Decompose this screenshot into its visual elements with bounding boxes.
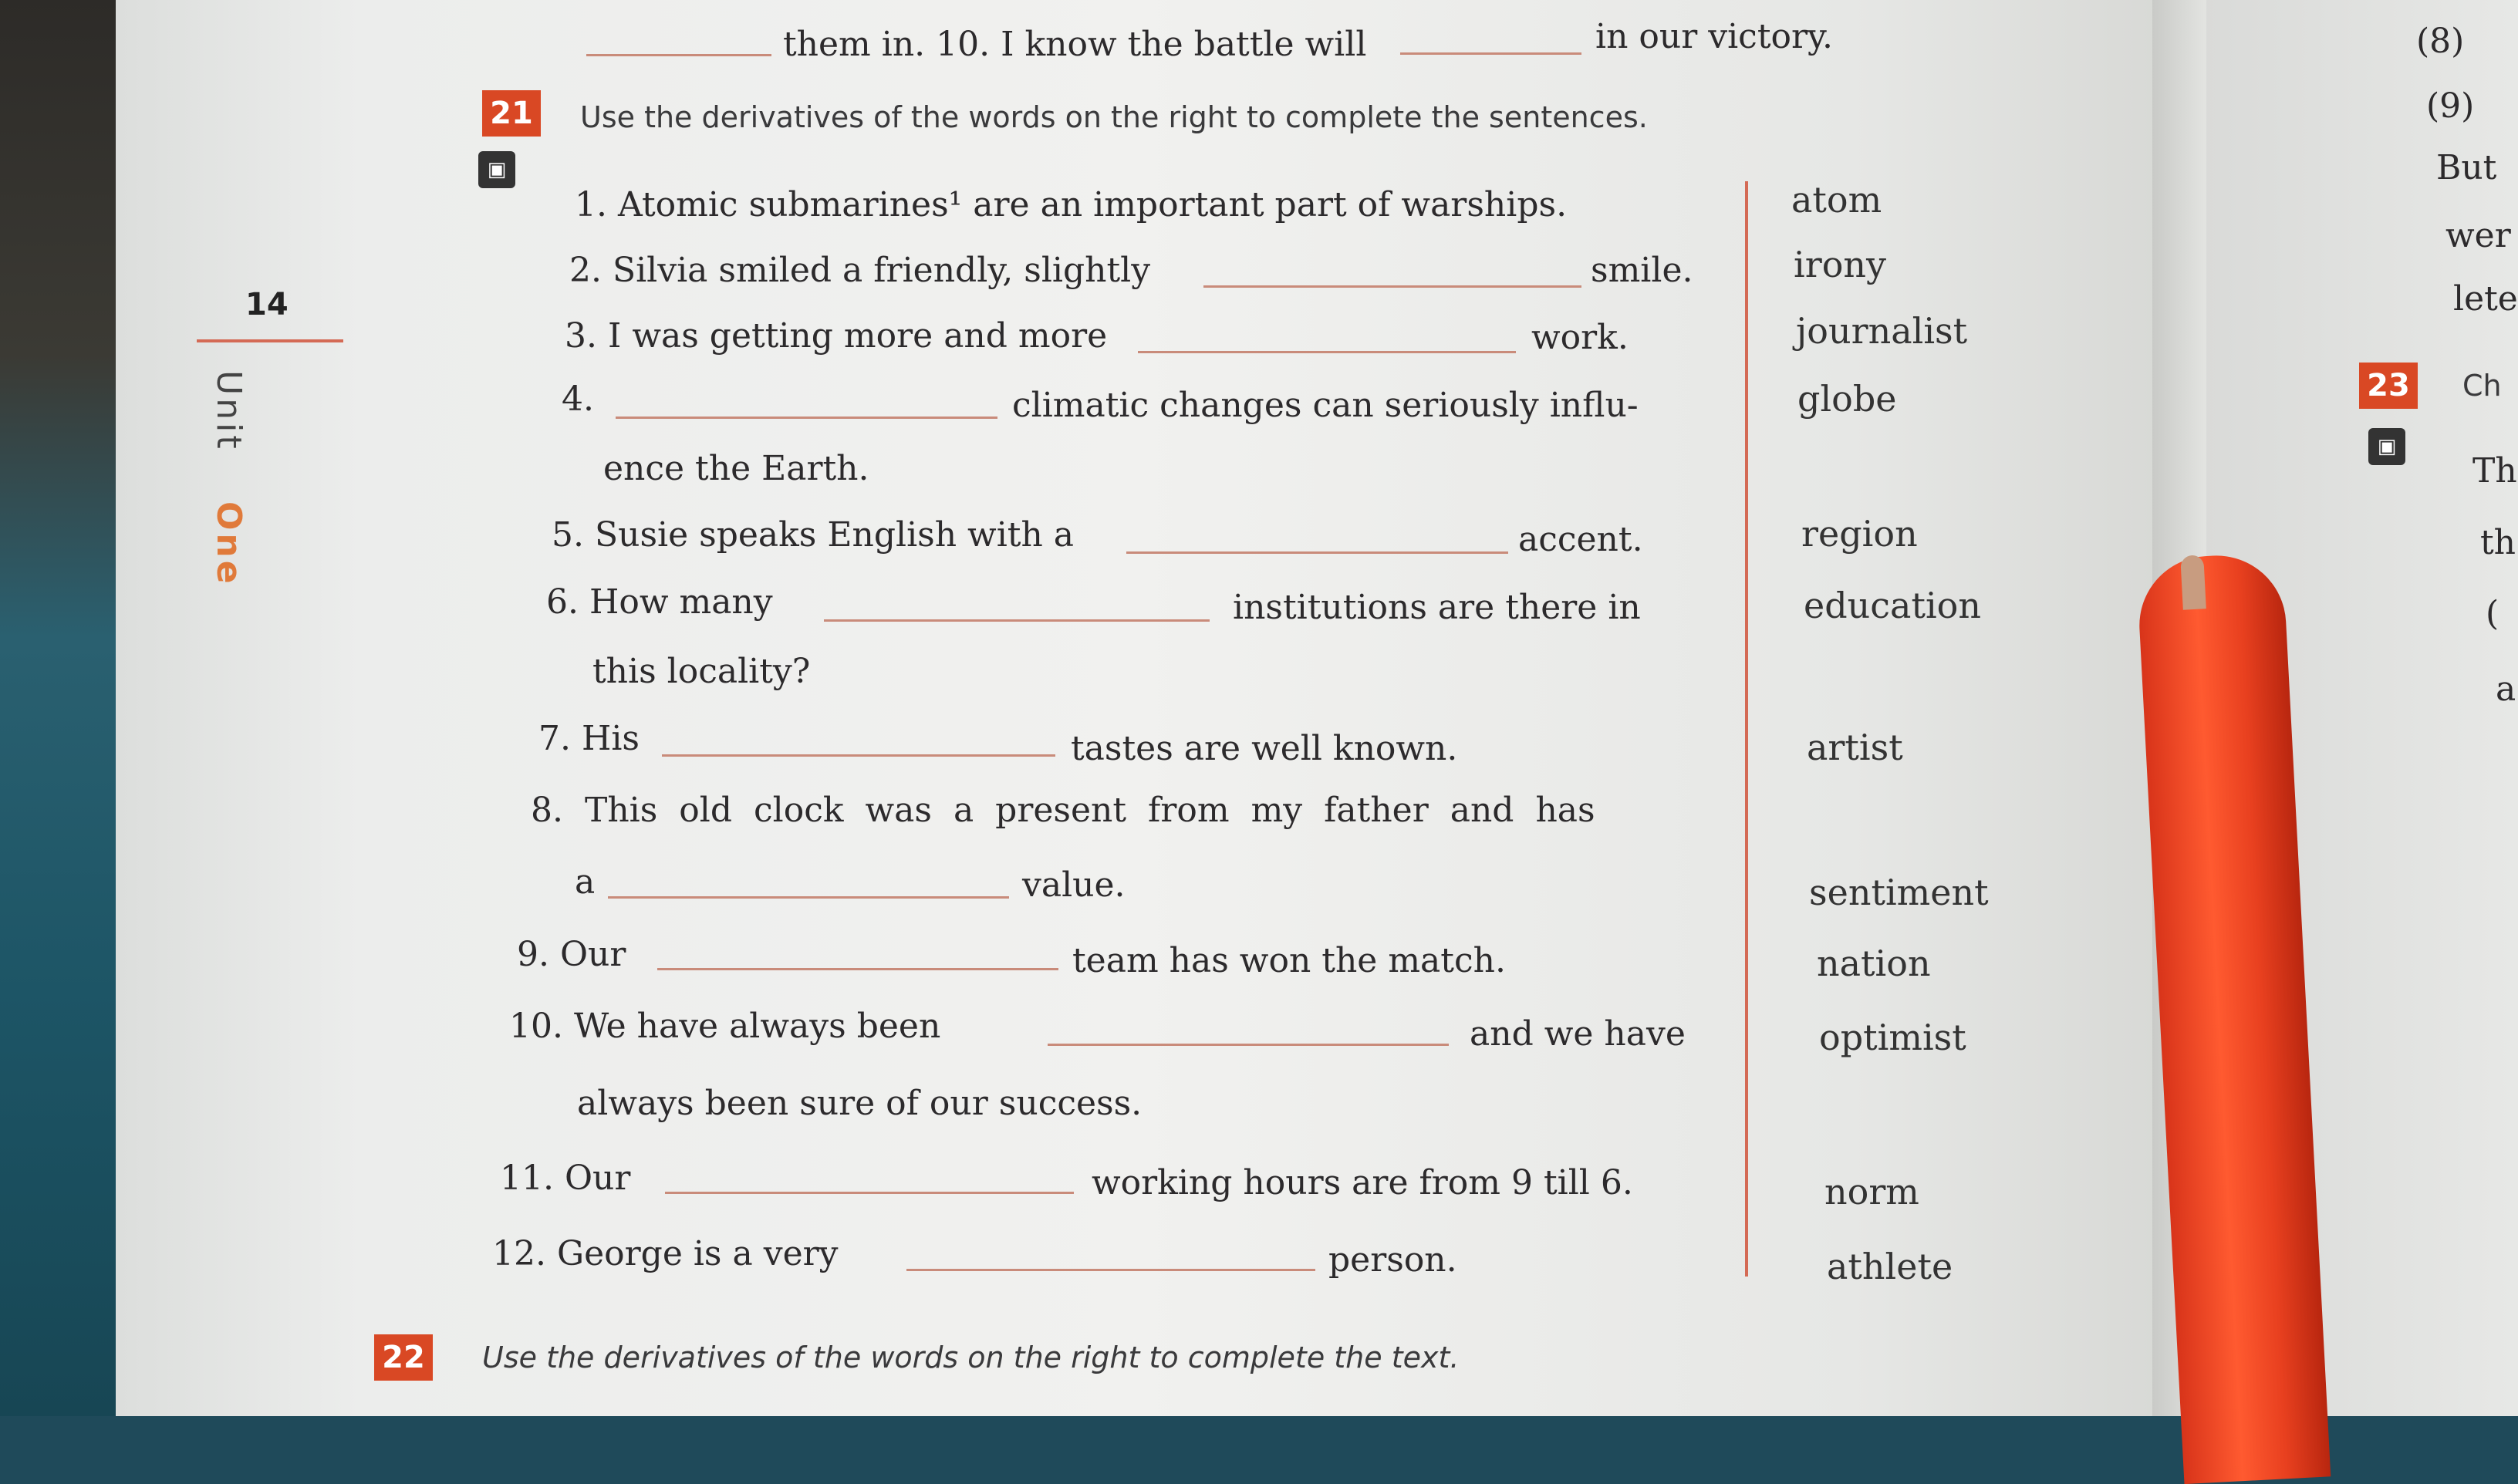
word-artist: artist [1807, 727, 1903, 768]
exercise-23-instruction: Ch [2462, 369, 2502, 403]
sentence-1: 1. Atomic submarines¹ are an important part of warships. [575, 185, 1568, 224]
sentence-6-start: 6. How many [546, 582, 773, 622]
answer-blank[interactable] [665, 1192, 1074, 1194]
word-irony: irony [1794, 244, 1887, 285]
answer-blank[interactable] [1400, 52, 1581, 55]
answer-blank[interactable] [657, 968, 1058, 970]
word-sentiment: sentiment [1809, 872, 1989, 913]
sentence-6-cont: this locality? [592, 652, 811, 691]
top-line-left: them in. 10. I know the battle will [783, 25, 1367, 64]
sentence-4-start: 4. [562, 379, 594, 419]
sentence-3-start: 3. I was getting more and more [565, 316, 1108, 356]
word-atom: atom [1791, 179, 1882, 221]
ebook-icon: ▣ [2368, 428, 2405, 465]
sentence-8-line1: 8. This old clock was a present from my father and has [531, 791, 1595, 830]
unit-label [210, 370, 256, 617]
answer-blank[interactable] [1048, 1044, 1449, 1046]
unit-word: Unit [209, 370, 248, 452]
answer-blank[interactable] [586, 54, 771, 56]
sentence-2-start: 2. Silvia smiled a friendly, slightly [569, 251, 1151, 290]
sentence-8-end: value. [1022, 865, 1126, 905]
right-page-line: Th [2472, 451, 2517, 491]
word-globe: globe [1797, 378, 1897, 420]
exercise-23-badge: 23 [2359, 363, 2418, 409]
sentence-7-start: 7. His [538, 719, 640, 758]
sentence-9-start: 9. Our [517, 935, 626, 974]
answer-blank[interactable] [1126, 551, 1508, 554]
sentence-12-end: person. [1328, 1240, 1457, 1280]
right-page-line: (9) [2426, 86, 2475, 126]
exercise-21-badge: 21 [482, 90, 541, 137]
right-page-line: th [2480, 523, 2516, 562]
sentence-6-end: institutions are there in [1233, 588, 1641, 627]
sentence-12-start: 12. George is a very [492, 1234, 839, 1273]
answer-blank[interactable] [608, 896, 1009, 899]
word-nation: nation [1817, 943, 1931, 984]
sentence-8-start: a [575, 862, 596, 902]
sentence-5-end: accent. [1518, 520, 1643, 559]
word-education: education [1804, 585, 1981, 626]
sentence-4-cont: ence the Earth. [603, 449, 869, 488]
word-region: region [1801, 513, 1918, 555]
sentence-10-cont: always been sure of our success. [577, 1084, 1143, 1123]
sentence-11-end: working hours are from 9 till 6. [1092, 1163, 1633, 1202]
answer-blank[interactable] [616, 417, 997, 419]
answer-blank[interactable] [1138, 351, 1516, 353]
word-optimist: optimist [1819, 1017, 1966, 1058]
answer-blank[interactable] [906, 1269, 1315, 1271]
sentence-11-start: 11. Our [500, 1159, 631, 1198]
page-number-rule [197, 339, 343, 342]
column-divider [1745, 181, 1748, 1277]
top-line-right: in our victory. [1595, 17, 1834, 56]
right-page-line: ( [2486, 594, 2499, 633]
right-page-line: a [2496, 669, 2516, 709]
answer-blank[interactable] [662, 754, 1055, 757]
word-athlete: athlete [1827, 1246, 1953, 1287]
exercise-22-instruction: Use the derivatives of the words on the right to complete the text. [482, 1341, 1460, 1374]
page-number: 14 [245, 287, 289, 322]
sentence-4-end: climatic changes can seriously influ- [1012, 386, 1639, 425]
right-page-line: (8) [2416, 22, 2465, 61]
sentence-7-end: tastes are well known. [1071, 729, 1458, 768]
exercise-21-instruction: Use the derivatives of the words on the right to complete the sentences. [580, 100, 1648, 134]
right-page-line: But [2436, 148, 2497, 187]
ebook-icon: ▣ [478, 151, 515, 188]
sentence-10-start: 10. We have always been [509, 1007, 941, 1046]
sentence-3-end: work. [1531, 318, 1629, 357]
word-journalist: journalist [1796, 310, 1968, 352]
sentence-9-end: team has won the match. [1072, 941, 1506, 980]
sentence-5-start: 5. Susie speaks English with a [552, 515, 1075, 555]
word-norm: norm [1824, 1171, 1919, 1212]
right-page-line: wer [2445, 216, 2511, 255]
exercise-22-badge: 22 [374, 1334, 433, 1381]
sentence-10-end: and we have [1470, 1014, 1686, 1054]
answer-blank[interactable] [824, 619, 1210, 622]
answer-blank[interactable] [1203, 285, 1581, 288]
pen-tip [2180, 555, 2206, 609]
unit-number: One [209, 501, 248, 587]
right-page-line: lete [2453, 279, 2518, 319]
sentence-2-end: smile. [1591, 251, 1693, 290]
